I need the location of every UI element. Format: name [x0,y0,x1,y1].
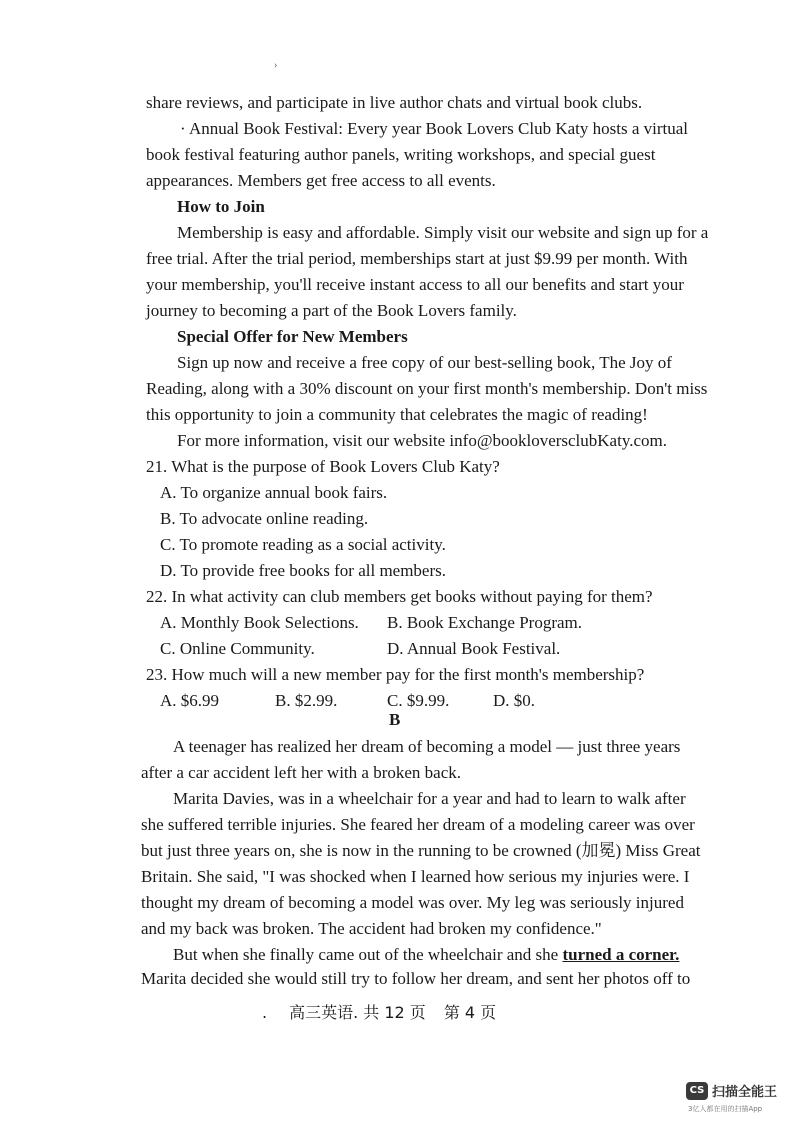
how-to-join-line: journey to becoming a part of the Book Lovers family. [146,301,517,320]
passage-a-line: appearances. Members get free access to all events. [146,171,496,190]
question-21-option-d: D. To provide free books for all members. [160,561,447,580]
passage-b-line: A teenager has realized her dream of becoming a model — just three years [173,737,681,756]
watermark-brand: 扫描全能王 [712,1085,778,1100]
question-22-option-a: A. Monthly Book Selections. [160,613,359,632]
question-22-option-d: D. Annual Book Festival. [387,639,561,658]
question-21-option-b: B. To advocate online reading. [160,509,369,528]
footer-page-number: 第 4 页 [443,1003,497,1022]
question-22-stem: 22. In what activity can club members get books without paying for them? [146,587,653,606]
passage-b-line: Marita decided she would still try to follow her dream, and sent her photos off to [141,969,691,988]
watermark-tagline: 3亿人都在用的扫描App [688,1105,763,1113]
passage-a-line: · Annual Book Festival: Every year Book Lovers Club Katy hosts a virtual [180,119,689,138]
special-offer-line: For more information, visit our website info@bookloversclubKaty.com. [177,431,667,450]
page-footer [262,1000,506,1023]
how-to-join-line: Membership is easy and affordable. Simply visit our website and sign up for a [177,223,709,242]
how-to-join-heading: How to Join [177,197,265,216]
scan-speck: › [274,60,278,71]
passage-b-line: Britain. She said, "I was shocked when I learned how serious my injuries were. I [141,867,690,886]
question-23-option-a: A. $6.99 [160,691,220,710]
footer-dot: . [262,1003,268,1022]
scanner-watermark [686,1080,796,1120]
question-22-option-b: B. Book Exchange Program. [387,613,582,632]
passage-b-line: after a car accident left her with a broken back. [141,763,461,782]
question-23-option-b: B. $2.99. [275,691,338,710]
passage-b-heading: B [389,710,401,729]
how-to-join-line: your membership, you'll receive instant access to all our benefits and start your [146,275,684,294]
passage-b-line [173,944,679,966]
question-21-stem: 21. What is the purpose of Book Lovers Club Katy? [146,457,500,476]
question-23-option-d: D. $0. [493,691,536,710]
passage-b-line: and my back was broken. The accident had broken my confidence." [141,919,602,938]
special-offer-heading: Special Offer for New Members [177,327,408,346]
passage-b-line: thought my dream of becoming a model was over. My leg was seriously injured [141,893,684,912]
passage-a-line: share reviews, and participate in live author chats and virtual book clubs. [146,93,643,112]
passage-b-line-text: But when she finally came out of the wheelchair and she [173,945,563,964]
question-21-option-c: C. To promote reading as a social activity. [160,535,446,554]
camscanner-logo-icon: CS [686,1082,708,1100]
footer-subject: 高三英语. 共 12 页 [289,1003,426,1022]
special-offer-line: this opportunity to join a community that celebrates the magic of reading! [146,405,648,424]
passage-b-line: Marita Davies, was in a wheelchair for a year and had to learn to walk after [173,789,686,808]
passage-a-line: book festival featuring author panels, writing workshops, and special guest [146,145,656,164]
question-23-option-c: C. $9.99. [387,691,450,710]
how-to-join-line: free trial. After the trial period, memberships start at just $9.99 per month. With [146,249,688,268]
underlined-phrase: turned a corner. [562,945,680,964]
special-offer-line: Reading, along with a 30% discount on your first month's membership. Don't miss [146,379,708,398]
special-offer-line: Sign up now and receive a free copy of our best-selling book, The Joy of [177,353,672,372]
question-22-option-c: C. Online Community. [160,639,315,658]
passage-b-line: but just three years on, she is now in the running to be crowned (加冕) Miss Great [141,841,701,860]
passage-b-line: she suffered terrible injuries. She feared her dream of a modeling career was over [141,815,695,834]
question-23-stem: 23. How much will a new member pay for the first month's membership? [146,665,645,684]
question-21-option-a: A. To organize annual book fairs. [160,483,388,502]
